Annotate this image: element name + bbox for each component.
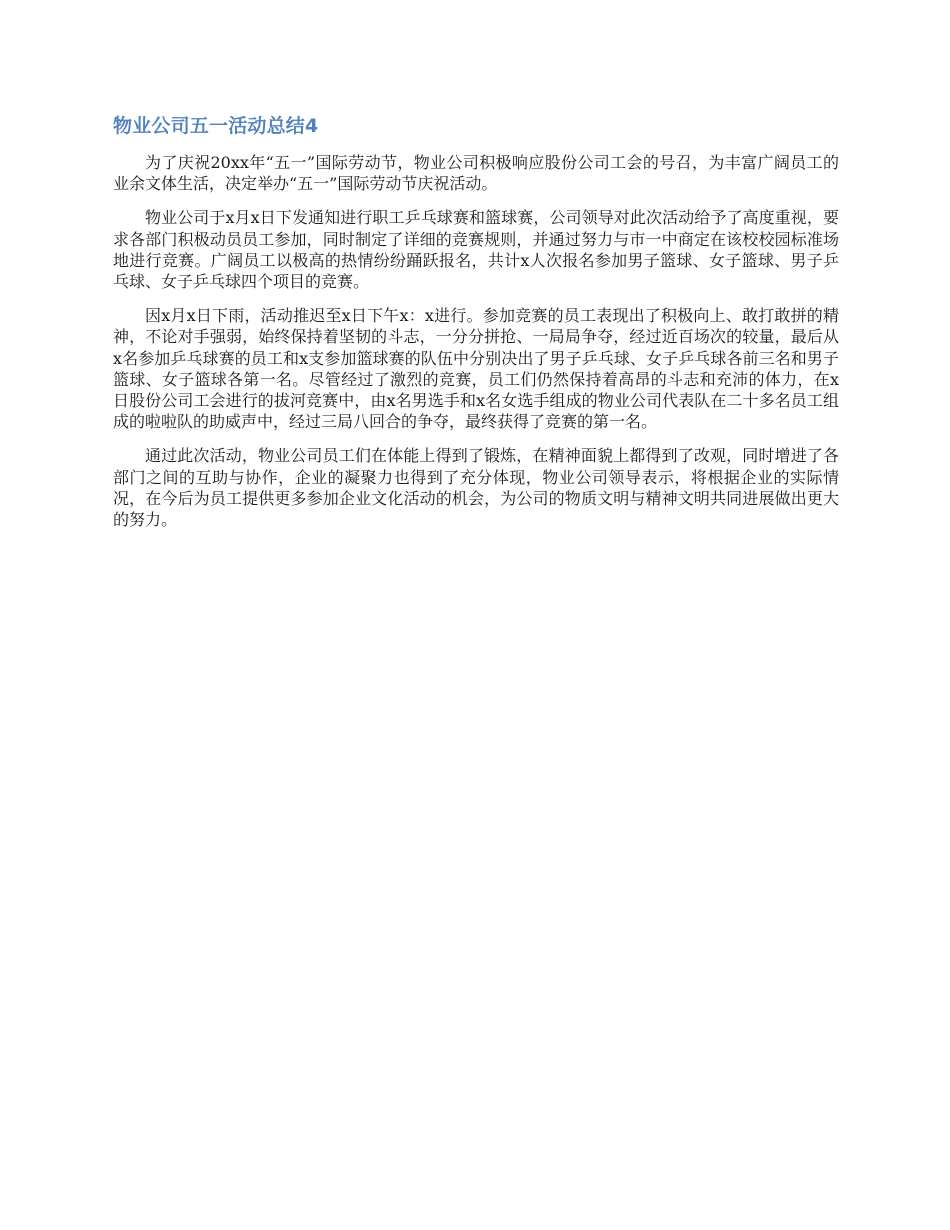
paragraph-1: 为了庆祝20xx年“五一”国际劳动节，物业公司积极响应股份公司工会的号召，为丰富广阔员工的业余文体生活，决定举办“五一”国际劳动节庆祝活动。	[113, 153, 839, 194]
paragraph-2: 物业公司于x月x日下发通知进行职工乒乓球赛和篮球赛，公司领导对此次活动给予了高度重视，要求各部门积极动员员工参加，同时制定了详细的竞赛规则，并通过努力与市一中商定在该校校园标准场地进行竞赛。广阔员工以极高的热情纷纷踊跃报名，共计x人次报名参加男子篮球、女子篮球、男子乒乓球、女子乒乓球四个项目的竞赛。	[113, 208, 839, 292]
paragraph-4: 通过此次活动，物业公司员工们在体能上得到了锻炼，在精神面貌上都得到了改观，同时增进了各部门之间的互助与协作，企业的凝聚力也得到了充分体现，物业公司领导表示，将根据企业的实际情况，在今后为员工提供更多参加企业文化活动的机会，为公司的物质文明与精神文明共同进展做出更大的努力。	[113, 446, 839, 530]
paragraph-3: 因x月x日下雨，活动推迟至x日下午x：x进行。参加竞赛的员工表现出了积极向上、敢打敢拼的精神，不论对手强弱，始终保持着坚韧的斗志，一分分拼抢、一局局争夺，经过近百场次的较量，最后从x名参加乒乓球赛的员工和x支参加篮球赛的队伍中分别决出了男子乒乓球、女子乒乓球各前三名和男子篮球、女子篮球各第一名。尽管经过了激烈的竞赛，员工们仍然保持着高昂的斗志和充沛的体力，在x日股份公司工会进行的拔河竞赛中，由x名男选手和x名女选手组成的物业公司代表队在二十多名员工组成的啦啦队的助威声中，经过三局八回合的争夺，最终获得了竞赛的第一名。	[113, 306, 839, 432]
document-title: 物业公司五一活动总结4	[113, 115, 319, 137]
document-page	[113, 112, 839, 543]
